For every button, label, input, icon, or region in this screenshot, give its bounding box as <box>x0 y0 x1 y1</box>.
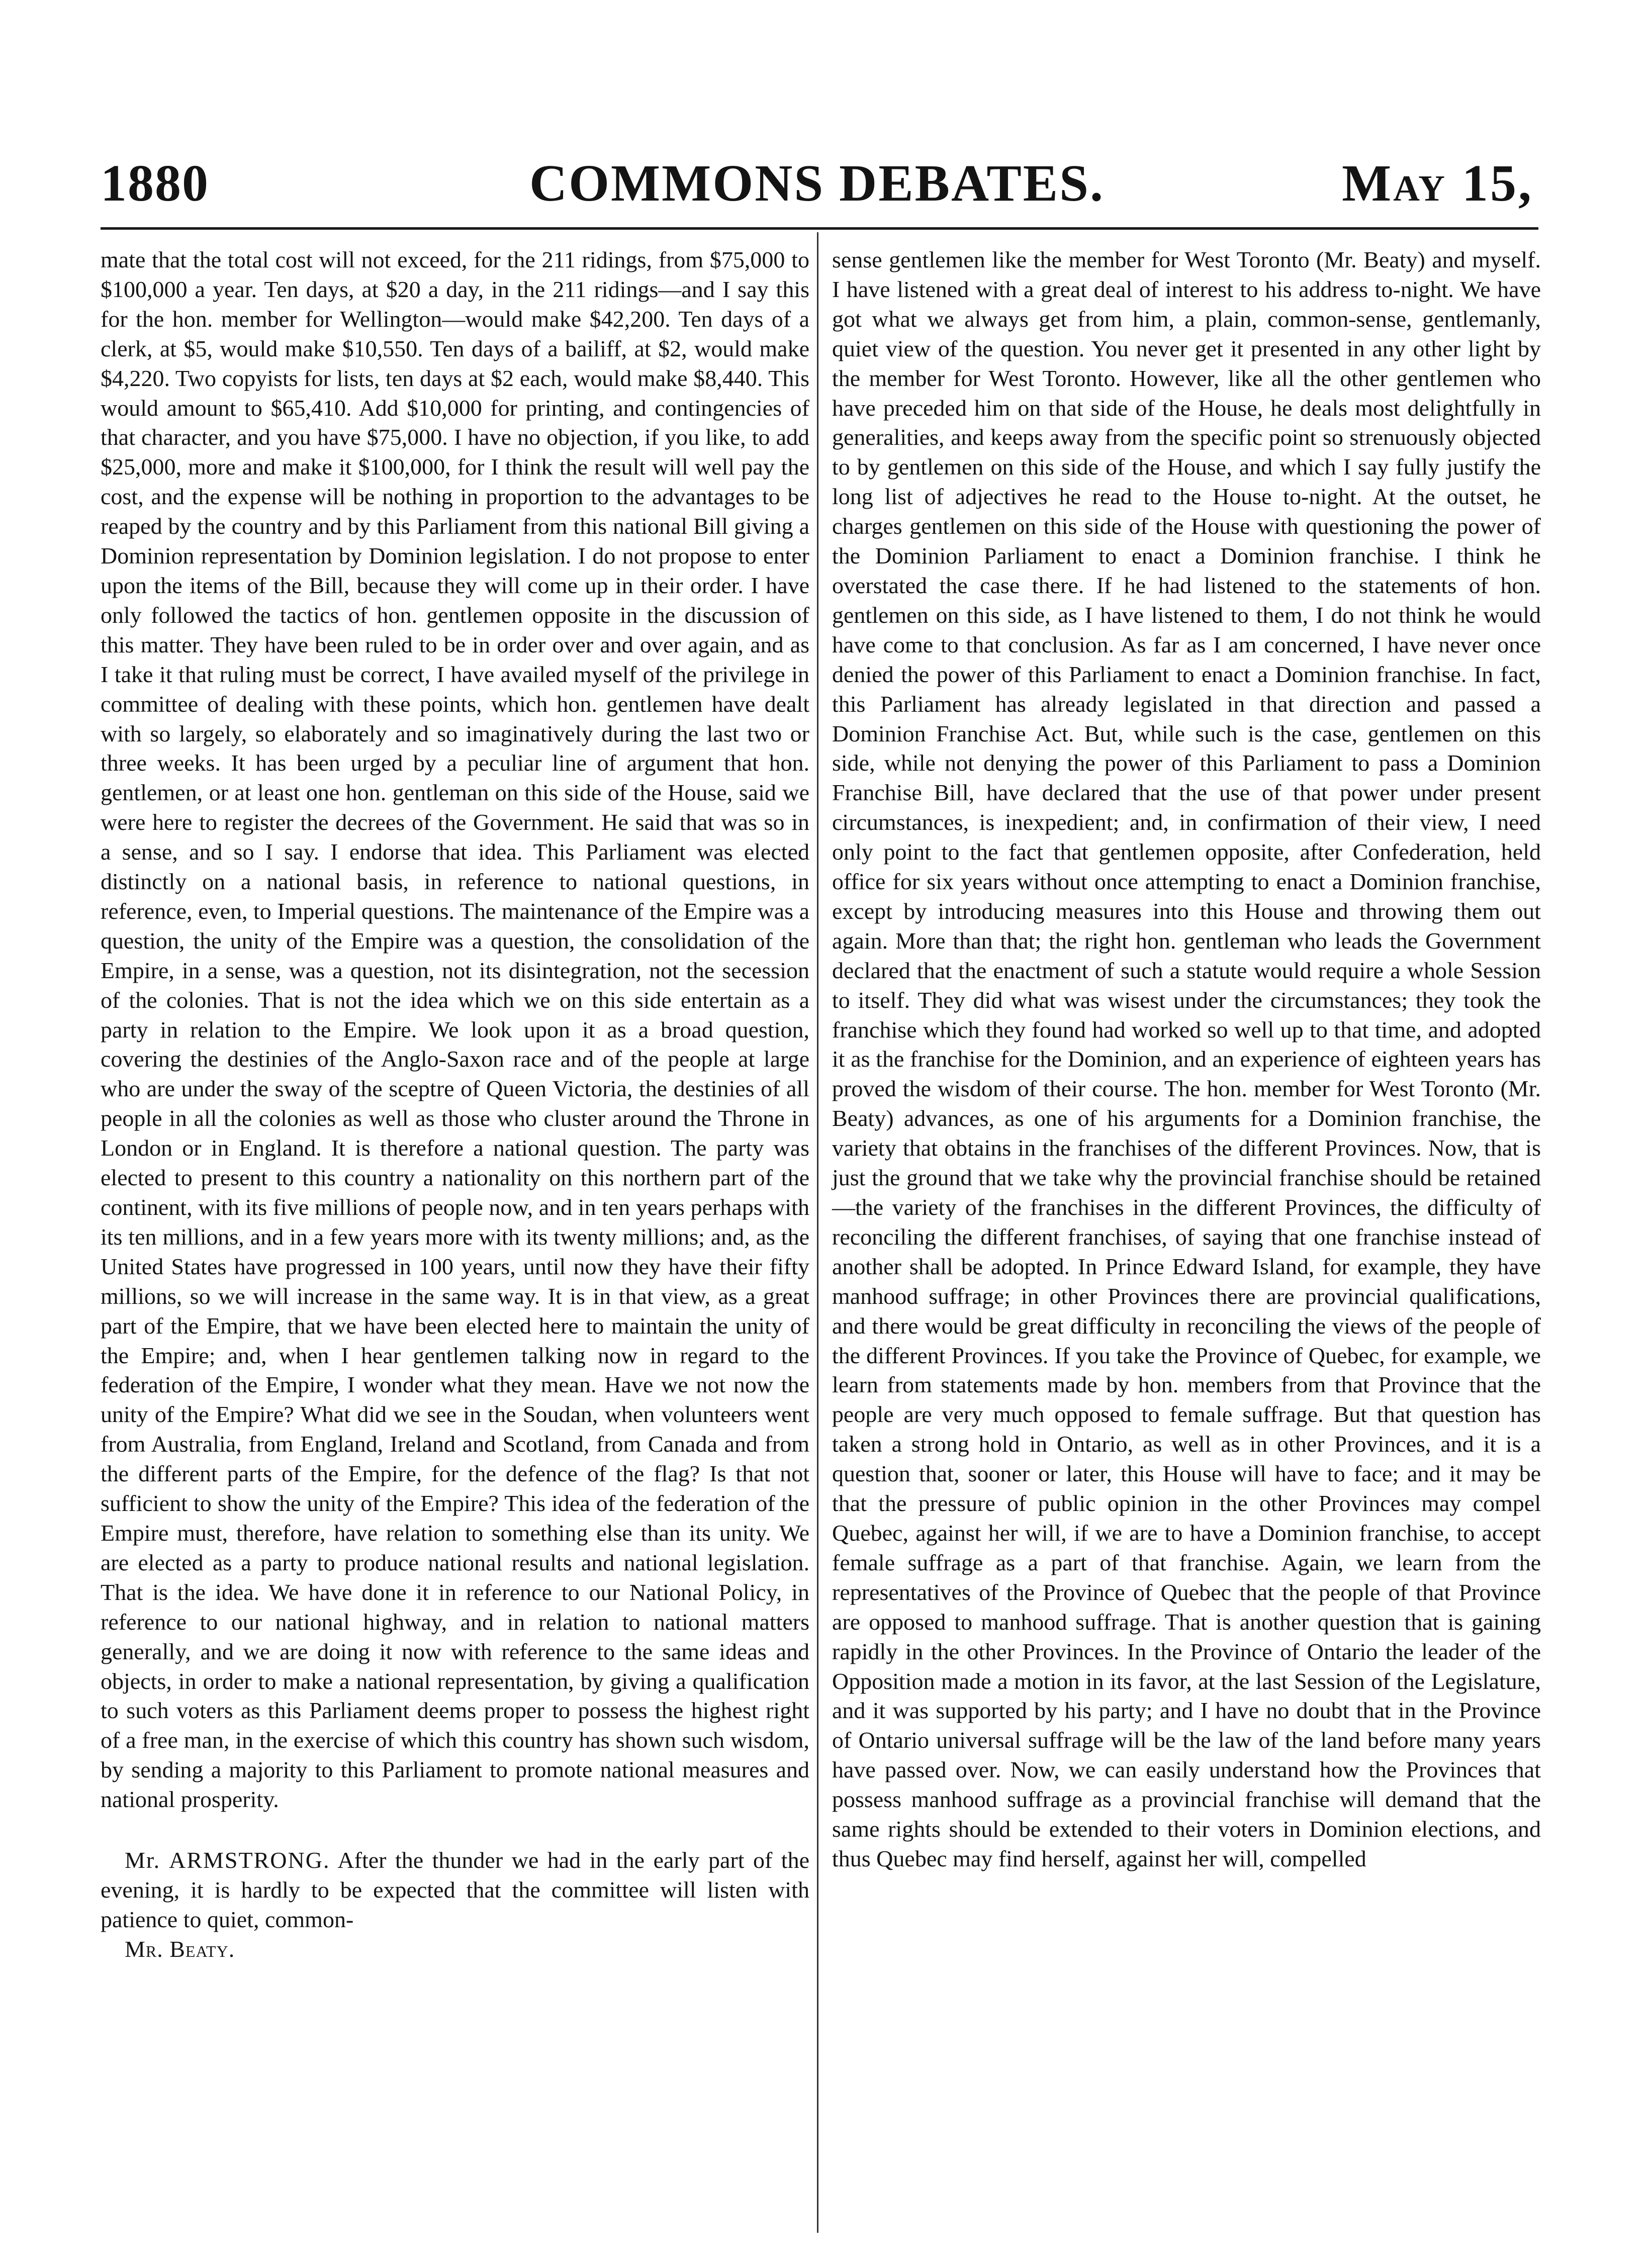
paragraph: mate that the total cost will not exceed, for the 211 ridings, from $75,000 to $100,000 a year. Ten days, at $20 a day, in the 211 ridings—and I say this for the hon. member for Wellington—would make $42,200. Ten days of a clerk, at $5, would make $10,550. Ten days of a bailiff, at $2, would make $4,220. Two copyists for lists, ten days at $2 each, would make $8,440. This would amount to $65,410. Add $10,000 for printing, and contingencies of that character, and you have $75,000. I have no objection, if you like, to add $25,000, more and make it $100,000, for I think the result will well pay the cost, and the expense will be nothing in proportion to the advantages to be reaped by the country and by this Parliament from this national Bill giving a Dominion representation by Dominion legislation. I do not propose to enter upon the items of the Bill, because they will come up in their order. I have only followed the tactics of hon. gentlemen opposite in the discussion of this matter. They have been ruled to be in order over and over again, and as I take it that ruling must be correct, I have availed myself of the privilege in committee of dealing with these points, which hon. gentlemen have dealt with so largely, so elaborately and so imaginatively during the last two or three weeks. It has been urged by a peculiar line of argument that hon. gentlemen, or at least one hon. gentleman on this side of the House, said we were here to register the decrees of the Government. He said that was so in a sense, and so I say. I endorse that idea. This Parliament was elected distinctly on a national basis, in reference to national questions, in reference, even, to Imperial questions. The maintenance of the Empire was a question, the unity of the Empire was a question, the consolidation of the Empire, in a sense, was a question, not its disintegration, not the secession of the colonies. That is not the idea which we on this side entertain as a party in relation to the Empire. We look upon it as a broad question, covering the destinies of the Anglo-Saxon race and of the people at large who are under the sway of the sceptre of Queen Victoria, the destinies of all people in all the colonies as well as those who cluster around the Throne in London or in England. It is therefore a national question. The party was elected to present to this country a nationality on this northern part of the continent, with its five millions of people now, and in ten years perhaps with its ten millions, and in a few years more with its twenty millions; and, as the United States have progressed in 100 years, until now they have their fifty millions, so we will increase in the same way. It is in that view, as a great part of the Empire, that we have been elected here to maintain the unity of the Empire; and, when I hear gentlemen talking now in regard to the federation of the Empire, I wonder what they mean. Have we not now the unity of the Empire? What did we see in the Soudan, when volunteers went from Australia, from England, Ireland and Scotland, from Canada and from the different parts of the Empire, for the defence of the flag? Is that not sufficient to show the unity of the Empire? This idea of the federation of the Empire must, therefore, have relation to something else than its unity. We are elected as a party to produce national results and national legislation. That is the idea. We have done it in reference to our National Policy, in reference to our national highway, and in relation to national matters generally, and we are doing it now with reference to the same ideas and objects, in order to make a national representation, by giving a qualification to such voters as this Parliament deems proper to possess the highest right of a free man, in the exercise of which this country has shown such wisdom, by sending a majority to this Parliament to promote national measures and national prosperity. <box>101 247 809 1813</box>
left-column <box>101 245 809 1964</box>
speaker-continuation: Mr. Beaty. <box>125 1936 235 1962</box>
paragraph: sense gentlemen like the member for West Toronto (Mr. Beaty) and myself. I have listened with a great deal of interest to his address to-night. We have got what we always get from him, a plain, common-sense, gentlemanly, quiet view of the question. You never get it presented in any other light by the member for West Toronto. However, like all the other gentlemen who have preceded him on that side of the House, he deals most delightfully in generalities, and keeps away from the specific point so strenuously objected to by gentlemen on this side of the House, and which I say fully justify the long list of adjectives he read to the House to-night. At the outset, he charges gentlemen on this side of the House with questioning the power of the Dominion Parliament to enact a Dominion franchise. I think he overstated the case there. If he had listened to the statements of hon. gentlemen on this side, as I have listened to them, I do not think he would have come to that conclusion. As far as I am concerned, I have never once denied the power of this Parliament to enact a Dominion franchise. In fact, this Parliament has already legislated in that direction and passed a Dominion Franchise Act. But, while such is the case, gentlemen on this side, while not denying the power of this Parliament to pass a Dominion Franchise Bill, have declared that the use of that power under present circumstances, is inexpedient; and, in confirmation of their view, I need only point to the fact that gentlemen opposite, after Confederation, held office for six years without once attempting to enact a Dominion franchise, except by introducing measures into this House and throwing them out again. More than that; the right hon. gentleman who leads the Government declared that the enactment of such a statute would require a whole Session to itself. They did what was wisest under the circumstances; they took the franchise which they found had worked so well up to that time, and adopted it as the franchise for the Dominion, and an experience of eighteen years has proved the wisdom of their course. The hon. member for West Toronto (Mr. Beaty) advances, as one of his arguments for a Dominion franchise, the variety that obtains in the franchises of the different Provinces. Now, that is just the ground that we take why the provincial franchise should be retained—the variety of the franchises in the different Provinces, the difficulty of reconciling the different franchises, of saying that one franchise instead of another shall be adopted. In Prince Edward Island, for example, they have manhood suffrage; in other Provinces there are provincial qualifications, and there would be great difficulty in reconciling the views of the people of the different Provinces. If you take the Province of Quebec, for example, we learn from statements made by hon. members from that Province that the people are very much opposed to female suffrage. But that question has taken a strong hold in Ontario, as well as in other Provinces, and it is a question that, sooner or later, this House will have to face; and it may be that the pressure of public opinion in the other Provinces may compel Quebec, against her will, if we are to have a Dominion franchise, to accept female suffrage as a part of that franchise. Again, we learn from the representatives of the Province of Quebec that the people of that Province are opposed to manhood suffrage. That is another question that is gaining rapidly in the other Provinces. In the Province of Ontario the leader of the Opposition made a motion in its favor, at the last Session of the Legislature, and it was supported by his party; and I have no doubt that in the Province of Ontario universal suffrage will be the law of the land before many years have passed over. Now, we can easily understand how the Provinces that possess manhood suffrage as a provincial franchise will demand that the same rights should be extended to their voters in Dominion elections, and thus Quebec may find herself, against her will, compelled <box>832 247 1541 1871</box>
right-column <box>832 245 1541 1874</box>
page-header <box>101 151 1533 216</box>
speech-text: After the thunder we had in the early part of the evening, it is hardly to be expected that the committee will listen with patience to quiet, common- <box>101 1847 809 1932</box>
header-rule <box>101 227 1538 230</box>
header-date: May 15, <box>1342 154 1533 212</box>
page-number: 1880 <box>101 154 209 212</box>
journal-title: COMMONS DEBATES. <box>529 154 1105 212</box>
speech-paragraph <box>101 1846 809 1935</box>
speaker-name: Mr. ARMSTRONG. <box>125 1847 330 1873</box>
column-divider <box>817 232 818 2233</box>
